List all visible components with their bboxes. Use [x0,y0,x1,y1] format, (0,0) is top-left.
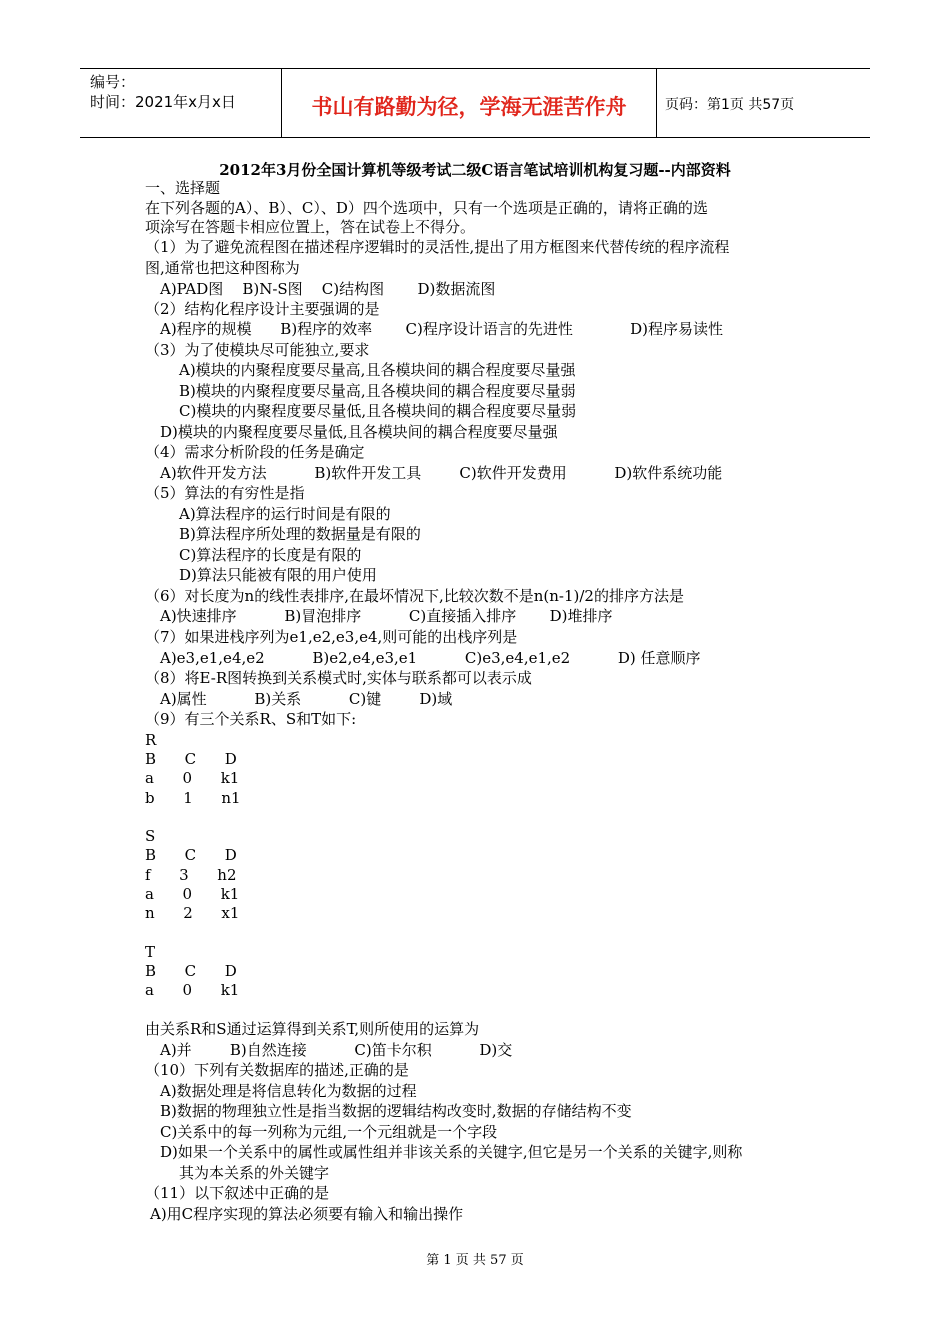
question-line: 图,通常也把这种图称为 [145,259,300,277]
option-line: A)属性 B)关系 C)键 D)域 [160,690,453,708]
option-line: A)算法程序的运行时间是有限的 [179,505,391,523]
document-title: 2012年3月份全国计算机等级考试二级C语言笔试培训机构复习题--内部资料 [219,161,731,179]
section-heading: 一、选择题 [145,179,221,197]
option-line: A)数据处理是将信息转化为数据的过程 [160,1082,417,1100]
option-line: A)并 B)自然连接 C)笛卡尔积 D)交 [160,1041,513,1059]
option-line: A)e3,e1,e4,e2 B)e2,e4,e3,e1 C)e3,e4,e1,e2 D) 任意顺序 [160,649,701,667]
question-line: （2）结构化程序设计主要强调的是 [145,300,380,318]
relation-row: a 0 k1 [145,769,240,787]
question-line: （4）需求分析阶段的任务是确定 [145,443,365,461]
header-center-cell [281,69,657,137]
option-line: D)模块的内聚程度要尽量低,且各模块间的耦合程度要尽量强 [160,423,558,441]
question-line: （5）算法的有穷性是指 [145,484,305,502]
option-line: A)软件开发方法 B)软件开发工具 C)软件开发费用 D)软件系统功能 [160,464,723,482]
question-line: （9）有三个关系R、S和T如下: [145,710,357,728]
relation-header-row: B C D [145,846,237,864]
relation-name: R [145,731,157,749]
instruction-line: 在下列各题的A）、B）、C）、D）四个选项中，只有一个选项是正确的，请将正确的选 [145,199,708,217]
number-label: 编号： [90,73,136,91]
instruction-line: 项涂写在答题卡相应位置上，答在试卷上不得分。 [145,218,476,236]
date-label: 时间：2021年x月x日 [90,93,236,111]
question-line: （3）为了使模块尽可能独立,要求 [145,341,370,359]
question-line: （11）以下叙述中正确的是 [145,1184,330,1202]
header-left-cell [80,69,281,137]
question-line: （6）对长度为n的线性表排序,在最坏情况下,比较次数不是n(n-1)/2的排序方法是 [145,587,684,605]
page-header [80,68,870,138]
question-line: （1）为了避免流程图在描述程序逻辑时的灵活性,提出了用方框图来代替传统的程序流程 [145,238,730,256]
relation-row: f 3 h2 [145,866,237,884]
relation-header-row: B C D [145,962,237,980]
relation-row: n 2 x1 [145,904,240,922]
option-line: B)算法程序所处理的数据量是有限的 [179,525,421,543]
option-line: C)关系中的每一列称为元组,一个元组就是一个字段 [160,1123,498,1141]
question-line: （10）下列有关数据库的描述,正确的是 [145,1061,409,1079]
option-line: D)如果一个关系中的属性或属性组并非该关系的关键字,但它是另一个关系的关键字,则称 [160,1143,743,1161]
option-line: A)快速排序 B)冒泡排序 C)直接插入排序 D)堆排序 [160,607,613,625]
relation-row: a 0 k1 [145,885,240,903]
option-line: C)算法程序的长度是有限的 [179,546,362,564]
relation-header-row: B C D [145,750,237,768]
option-line: D)算法只能被有限的用户使用 [179,566,377,584]
relation-name: T [145,943,156,961]
relation-row: a 0 k1 [145,981,240,999]
page-info: 页码：第1页 共57页 [665,97,795,113]
question-line: （7）如果进栈序列为e1,e2,e3,e4,则可能的出栈序列是 [145,628,518,646]
option-line: B)数据的物理独立性是指当数据的逻辑结构改变时,数据的存储结构不变 [160,1102,632,1120]
header-right-cell [656,69,870,137]
relation-name: S [145,827,156,845]
relation-row: b 1 n1 [145,789,241,807]
option-line: C)模块的内聚程度要尽量低,且各模块间的耦合程度要尽量弱 [179,402,577,420]
option-line: A)模块的内聚程度要尽量高,且各模块间的耦合程度要尽量强 [179,361,576,379]
header-motto: 书山有路勤为径，学海无涯苦作舟 [311,95,627,119]
option-line: A)程序的规模 B)程序的效率 C)程序设计语言的先进性 D)程序易读性 [160,320,723,338]
option-line: 其为本关系的外关键字 [179,1164,330,1182]
page-footer: 第 1 页 共 57 页 [426,1253,524,1268]
question-line: 由关系R和S通过运算得到关系T,则所使用的运算为 [145,1020,480,1038]
question-line: （8）将E-R图转换到关系模式时,实体与联系都可以表示成 [145,669,532,687]
option-line: A)PAD图 B)N-S图 C)结构图 D)数据流图 [160,280,496,298]
option-line: B)模块的内聚程度要尽量高,且各模块间的耦合程度要尽量弱 [179,382,576,400]
option-line: A)用C程序实现的算法必须要有输入和输出操作 [150,1205,464,1223]
